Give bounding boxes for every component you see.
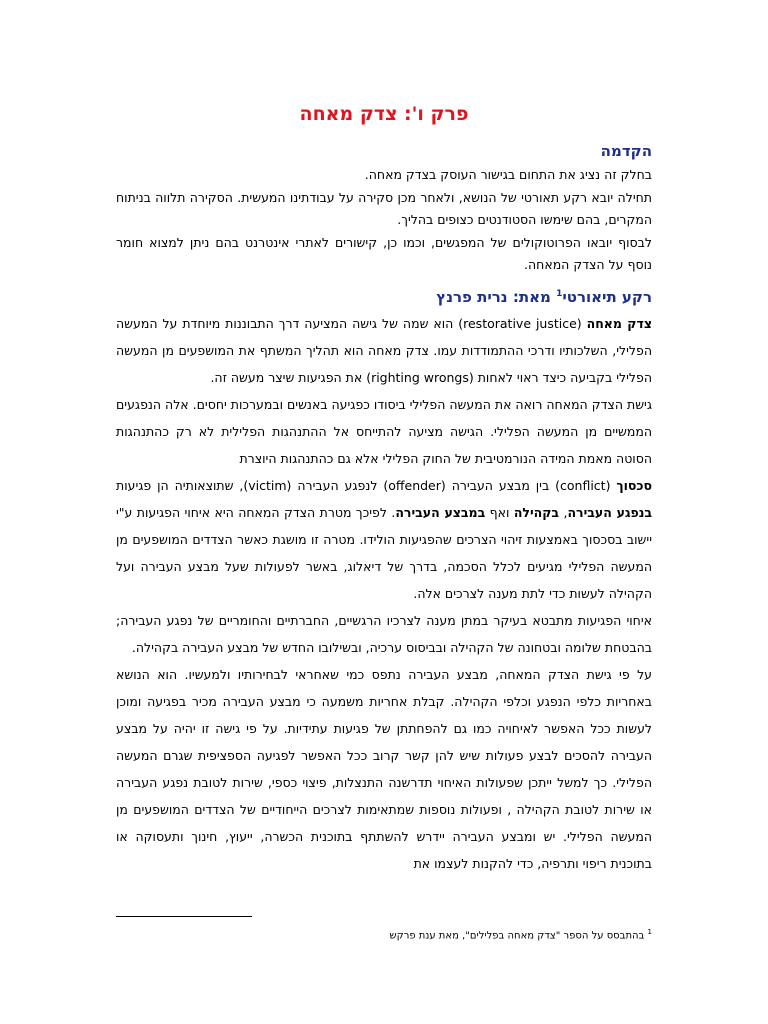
theory-heading	[116, 281, 652, 310]
body-paragraph: גישת הצדק המאחה רואה את המעשה הפלילי ביסודו כפגיעה באנשים ובמערכות יחסים. אלה הנפגעים הממשיים מן המעשה הפלילי. הגישה מציעה להתייחס אל ההתנהגות הפלילית לא רק כהתנהגות הסוטה מאמת המידה הנורמטיבית של החוק הפלילי אלא גם כהתנהגות היוצרת	[116, 396, 652, 466]
intro-paragraph: תחילה יובא רקע תאורטי של הנושא, ולאחר מכן סקירה על עבודתינו המעשית. הסקירה תלווה בניתוח המקרים, בהם שימשו הסטודנטים כצופים בהליך.	[116, 189, 652, 227]
body-paragraph: על פי גישת הצדק המאחה, מבצע העבירה נתפס כמי שאחראי לבחירותיו ולמעשיו. הוא הנושא באחריות כלפי הנפגע וכלפי הקהילה. קבלת אחריות משמעה כי מבצע העבירה מכיר בפגיעה ומוכן לעשות ככל האפשר לאיחויה כמו גם להפחתתן של פגיעות עתידיות. על פי גישה זו יהיה על מבצע העבירה להסכים לבצע פעולות שיש להן קשר קרוב ככל האפשר לפגיעה הספציפית שגרם המעשה הפלילי. כך למשל ייתכן שפעולות האיחוי תדרשנה התנצלות, פיצוי כספי, שירות לטובת נפגע העבירה או שירות לטובת הקהילה , ופעולות נוספות שמתאימות לצרכים הייחודיים של הצדדים המושפעים מן המעשה הפלילי. יש ומבצע העבירה יידרש להשתתף בתוכנית הכשרה, ייעוץ, חינוך ותעסוקה או בתוכנית ריפוי ותרפיה, כדי להקנות לעצמו את	[116, 666, 652, 871]
term-english: (victim)	[243, 477, 292, 493]
body-paragraph: איחוי הפגיעות מתבטא בעיקר במתן מענה לצרכיו הרגשיים, החברתיים והחומריים של נפגע העבירה; בהבטחת שלומה ובטחונה של הקהילה ובביסוס ערכיה, ובשילובו החדש של מבצע העבירה בקהילה.	[116, 612, 652, 655]
footnote-separator	[116, 916, 252, 917]
term-english: (conflict)	[555, 477, 611, 493]
intro-paragraph: לבסוף יובאו הפרוטוקולים של המפגשים, וכמו כן, קישורים לאתרי אינטרנט בהם ניתן למצוא חומר נוסף על הצדק המאחה.	[116, 234, 652, 272]
intro-heading: הקדמה	[600, 142, 652, 160]
body-paragraph: צדק מאחה (restorative justice) הוא שמה של גישה המציעה דרך התבוננות מיוחדת על המעשה הפלילי, השלכותיו ודרכי ההתמודדות עמו. צדק מאחה הוא תהליך המשתף את המושפעים מן המעשה הפלילי בקביעה כיצד ראוי לאחות (righting wrongs) את הפגיעות שיצר מעשה זה.	[116, 315, 652, 385]
intro-section	[116, 164, 652, 277]
chapter-title: פרק ו': צדק מאחה	[299, 103, 469, 125]
term-bold: צדק מאחה	[586, 315, 652, 331]
emphasis-bold: בקהילה	[513, 504, 560, 520]
term-english: (restorative justice)	[458, 315, 582, 331]
footnote-text: בהתבסס על הספר "צדק מאחה בפלילים", מאת ענת פרקש	[389, 930, 648, 942]
theory-heading-text: רקע תיאורטי	[562, 287, 652, 306]
theory-heading-author: מאת: נרית פרנץ	[436, 287, 557, 306]
emphasis-bold: במבצע העבירה	[395, 504, 486, 520]
intro-paragraph: בחלק זה נציג את התחום בגישור העוסק בצדק מאחה.	[364, 167, 652, 182]
term-english: (offender)	[383, 477, 446, 493]
body-paragraph: סכסוך (conflict) בין מבצע העבירה (offender) לנפגע העבירה (victim), שתוצאותיה הן פגיעות בנפגע העבירה, בקהילה ואף במבצע העבירה. לפיכך מטרת הצדק המאחה היא איחוי הפגיעות ע"י יישוב בסכסוך באמצעות זיהוי הצרכים שהפגיעות הולידו. מטרה זו מושגת כאשר הצדדים המושפעים מן המעשה הפלילי מגיעים לכלל הסכמה, בדרך של דיאלוג, באשר לפעולות שעל מבצע העבירה ועל הקהילה לעשות כדי לתת מענה לצרכים אלה.	[116, 477, 652, 601]
term-bold: סכסוך	[616, 477, 652, 493]
footnote	[390, 924, 652, 944]
document-page	[116, 0, 652, 1024]
footnote-number: 1	[647, 928, 652, 936]
emphasis-bold: בנפגע העבירה	[567, 504, 652, 520]
term-english: (righting wrongs)	[366, 369, 474, 385]
theory-section	[116, 310, 652, 877]
footnote-ref: 1	[556, 288, 563, 299]
